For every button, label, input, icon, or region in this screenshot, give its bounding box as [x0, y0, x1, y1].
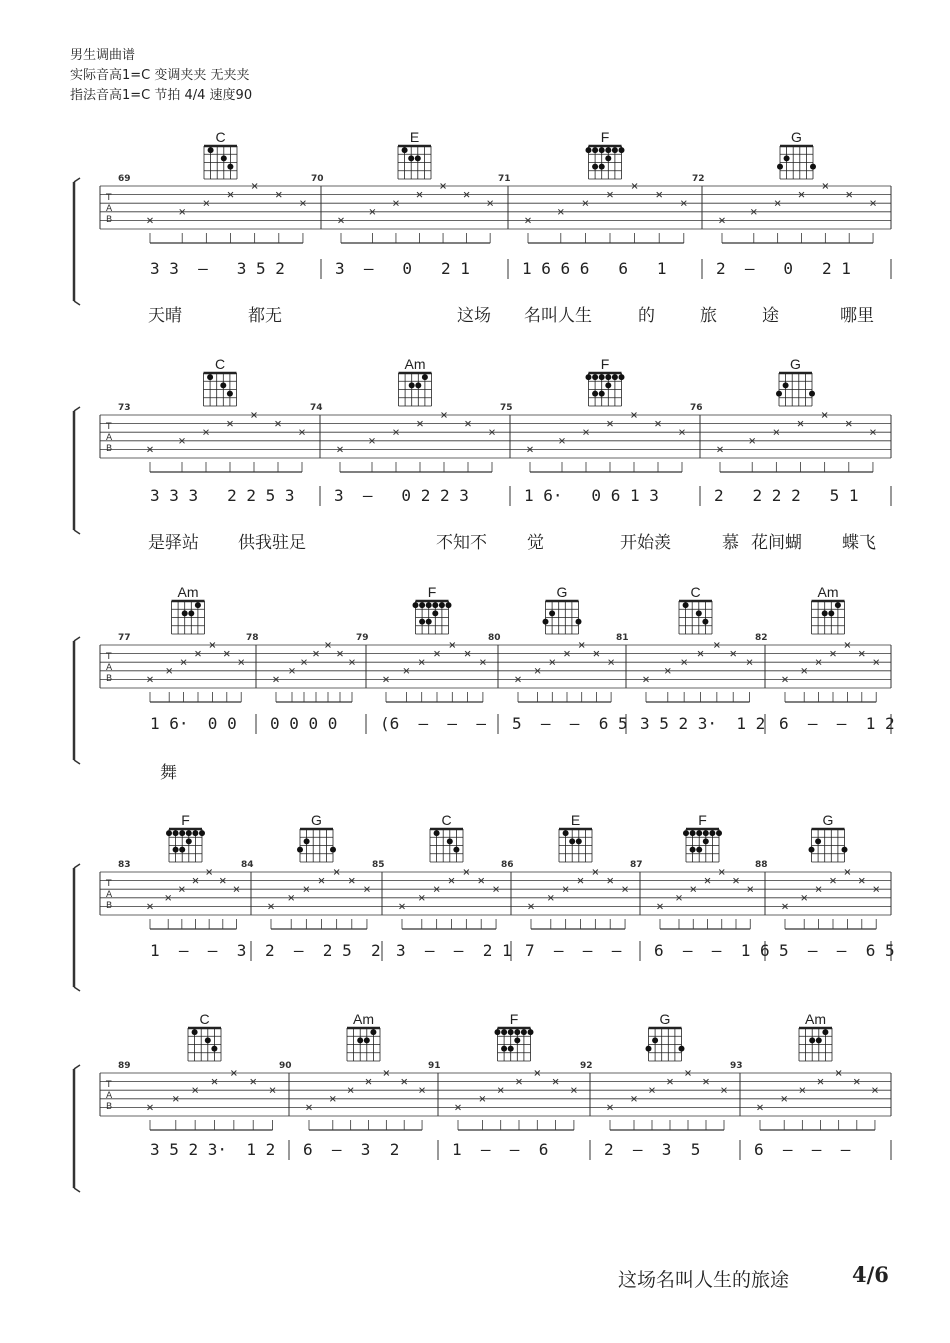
measure-number: 93: [730, 1061, 743, 1071]
measure-number: 73: [118, 403, 131, 413]
chord-name: F: [427, 584, 437, 600]
chord-name: Am: [404, 356, 426, 372]
system-bracket-bottom: [74, 987, 80, 991]
jianpu-measure: 3 – 0 2 2 3: [334, 486, 469, 505]
lyric-text: 觉: [527, 533, 544, 553]
chord-name: Am: [353, 1011, 374, 1027]
key-tempo-info: 指法音高1=C 节拍 4/4 速度90: [70, 88, 253, 103]
chord-diagram-F: [413, 584, 452, 634]
chord-name: C: [214, 356, 226, 372]
measure-number: 83: [118, 860, 131, 870]
chord-name: E: [409, 129, 420, 145]
system-bracket-top: [74, 1065, 80, 1069]
jianpu-measure: 1 6· 0 6 1 3: [524, 486, 659, 505]
tab-clef-letter: B: [106, 901, 113, 911]
jianpu-measure: 7 – – –: [525, 941, 622, 960]
jianpu-measure: 1 6 6 6 6 1: [522, 259, 667, 278]
chord-diagram-Am: [172, 584, 205, 634]
lyric-text: 旅: [700, 306, 717, 326]
footer-song-title: 这场名叫人生的旅途: [618, 1269, 790, 1291]
chord-name: G: [556, 584, 568, 600]
measure-number: 74: [310, 403, 323, 413]
chord-diagram-F: [166, 812, 205, 862]
tab-clef-letter: A: [106, 433, 113, 443]
measure-number: 89: [118, 1061, 131, 1071]
chord-diagram-F: [683, 812, 722, 862]
chord-name: Am: [805, 1011, 826, 1027]
chord-diagram-C: [204, 129, 237, 179]
chord-diagram-G: [646, 1011, 685, 1061]
lyric-text: 途: [762, 306, 779, 326]
measure-number: 91: [428, 1061, 441, 1071]
lyric-text: 是驿站: [148, 533, 199, 553]
measure-number: 70: [311, 174, 324, 184]
tab-clef-letter: B: [106, 215, 113, 225]
chord-diagram-G: [297, 812, 336, 862]
chord-name: G: [791, 129, 802, 145]
chord-name: F: [698, 812, 707, 828]
measure-number: 80: [488, 633, 501, 643]
chord-diagram-Am: [812, 584, 845, 634]
tab-clef-letter: T: [106, 422, 112, 432]
jianpu-measure: 3 5 2 3· 1 2: [150, 1140, 276, 1159]
lyric-text: 慕: [722, 533, 739, 553]
lyric-text: 蝶飞: [842, 533, 876, 553]
system-bracket-bottom: [74, 301, 80, 305]
system-bracket-top: [74, 178, 80, 182]
measure-number: 75: [500, 403, 513, 413]
chord-name: F: [600, 129, 610, 145]
system-bracket-top: [74, 407, 80, 411]
chord-name: G: [790, 356, 801, 372]
jianpu-measure: 2 – 0 2 1: [716, 259, 851, 278]
chord-diagram-G: [543, 584, 582, 634]
jianpu-measure: 6 – – –: [754, 1140, 851, 1159]
tab-clef-letter: B: [106, 444, 113, 454]
chord-diagram-E: [559, 812, 592, 862]
measure-number: 71: [498, 174, 511, 184]
chord-name: C: [441, 812, 452, 828]
chord-diagram-F: [586, 129, 625, 179]
measure-number: 77: [118, 633, 131, 643]
system-bracket-top: [74, 864, 80, 868]
lyric-text: 花间蝴: [751, 533, 802, 553]
footer-page-number: 4/6: [852, 1262, 889, 1287]
chord-name: Am: [817, 584, 839, 600]
jianpu-measure: 6 – – 1 2: [779, 714, 895, 733]
jianpu-measure: 6 – – 1 6: [654, 941, 770, 960]
lyric-text: 哪里: [840, 306, 874, 326]
chord-diagram-Am: [347, 1011, 380, 1061]
jianpu-measure: 1 – – 3: [150, 941, 247, 960]
jianpu-measure: 2 2 2 2 5 1: [714, 486, 859, 505]
tab-clef-letter: T: [106, 193, 112, 203]
key-capo-info: 实际音高1=C 变调夹夹 无夹夹: [70, 68, 250, 83]
jianpu-measure: 1 6· 0 0: [150, 714, 237, 733]
chord-name: C: [199, 1011, 210, 1027]
chord-diagram-Am: [399, 356, 432, 406]
chord-diagram-C: [679, 584, 712, 634]
lyric-text: 舞: [160, 763, 177, 783]
chord-name: Am: [177, 584, 199, 600]
jianpu-measure: 2 – 2 5 2: [265, 941, 381, 960]
chord-name: F: [600, 356, 610, 372]
measure-number: 78: [246, 633, 259, 643]
tab-clef-letter: B: [106, 674, 113, 684]
system-bracket-bottom: [74, 760, 80, 764]
jianpu-measure: 0 0 0 0: [270, 714, 338, 733]
jianpu-measure: 3 3 – 3 5 2: [150, 259, 285, 278]
tab-clef-letter: A: [106, 890, 113, 900]
lyric-text: 的: [638, 306, 655, 326]
system-bracket-bottom: [74, 530, 80, 534]
chord-name: G: [311, 812, 322, 828]
measure-number: 81: [616, 633, 629, 643]
lyric-text: 这场: [457, 306, 491, 326]
lyric-text: 开始羡: [620, 533, 671, 553]
jianpu-measure: 2 – 3 5: [604, 1140, 701, 1159]
measure-number: 90: [279, 1061, 292, 1071]
jianpu-measure: 3 3 3 2 2 5 3: [150, 486, 295, 505]
chord-diagram-C: [430, 812, 463, 862]
chord-diagram-E: [398, 129, 431, 179]
jianpu-measure: 5 – – 6 5: [512, 714, 628, 733]
chord-diagram-Am: [799, 1011, 832, 1061]
jianpu-measure: 3 5 2 3· 1 2: [640, 714, 766, 733]
chord-name: F: [181, 812, 190, 828]
chord-diagram-F: [495, 1011, 534, 1061]
system-bracket-top: [74, 637, 80, 641]
tab-clef-letter: B: [106, 1102, 113, 1112]
jianpu-measure: 5 – – 6 5: [779, 941, 895, 960]
tab-clef-letter: A: [106, 1091, 113, 1101]
chord-name: C: [690, 584, 701, 600]
chord-name: G: [822, 812, 834, 828]
tab-clef-letter: T: [106, 1080, 112, 1090]
jianpu-measure: 6 – 3 2: [303, 1140, 400, 1159]
measure-number: 87: [630, 860, 643, 870]
measure-number: 82: [755, 633, 768, 643]
tab-clef-letter: A: [106, 204, 113, 214]
chord-name: C: [215, 129, 226, 145]
tab-clef-letter: T: [106, 652, 112, 662]
tab-clef-letter: T: [106, 879, 112, 889]
measure-number: 88: [755, 860, 768, 870]
measure-number: 79: [356, 633, 369, 643]
measure-number: 76: [690, 403, 703, 413]
measure-number: 85: [372, 860, 385, 870]
lyric-text: 都无: [248, 306, 282, 326]
jianpu-measure: 3 – – 2 1: [396, 941, 512, 960]
chord-diagram-G: [809, 812, 848, 862]
chord-name: E: [570, 812, 581, 828]
lyric-text: 不知不: [436, 533, 487, 553]
measure-number: 84: [241, 860, 254, 870]
measure-number: 72: [692, 174, 705, 184]
chord-diagram-F: [586, 356, 625, 406]
lyric-text: 供我驻足: [238, 533, 306, 553]
jianpu-measure: (6 – – –: [380, 714, 486, 733]
chord-name: F: [509, 1011, 519, 1027]
chord-diagram-C: [204, 356, 237, 406]
measure-number: 92: [580, 1061, 593, 1071]
chord-diagram-G: [777, 129, 816, 179]
system-bracket-bottom: [74, 1188, 80, 1192]
lyric-text: 天晴: [148, 306, 182, 326]
measure-number: 69: [118, 174, 131, 184]
tab-clef-letter: A: [106, 663, 113, 673]
lyric-text: 名叫人生: [524, 306, 592, 326]
chord-name: G: [659, 1011, 671, 1027]
jianpu-measure: 1 – – 6: [452, 1140, 549, 1159]
measure-number: 86: [501, 860, 514, 870]
jianpu-measure: 3 – 0 2 1: [335, 259, 470, 278]
chord-diagram-G: [776, 356, 815, 406]
chord-diagram-C: [188, 1011, 221, 1061]
score-type: 男生调曲谱: [70, 48, 136, 63]
